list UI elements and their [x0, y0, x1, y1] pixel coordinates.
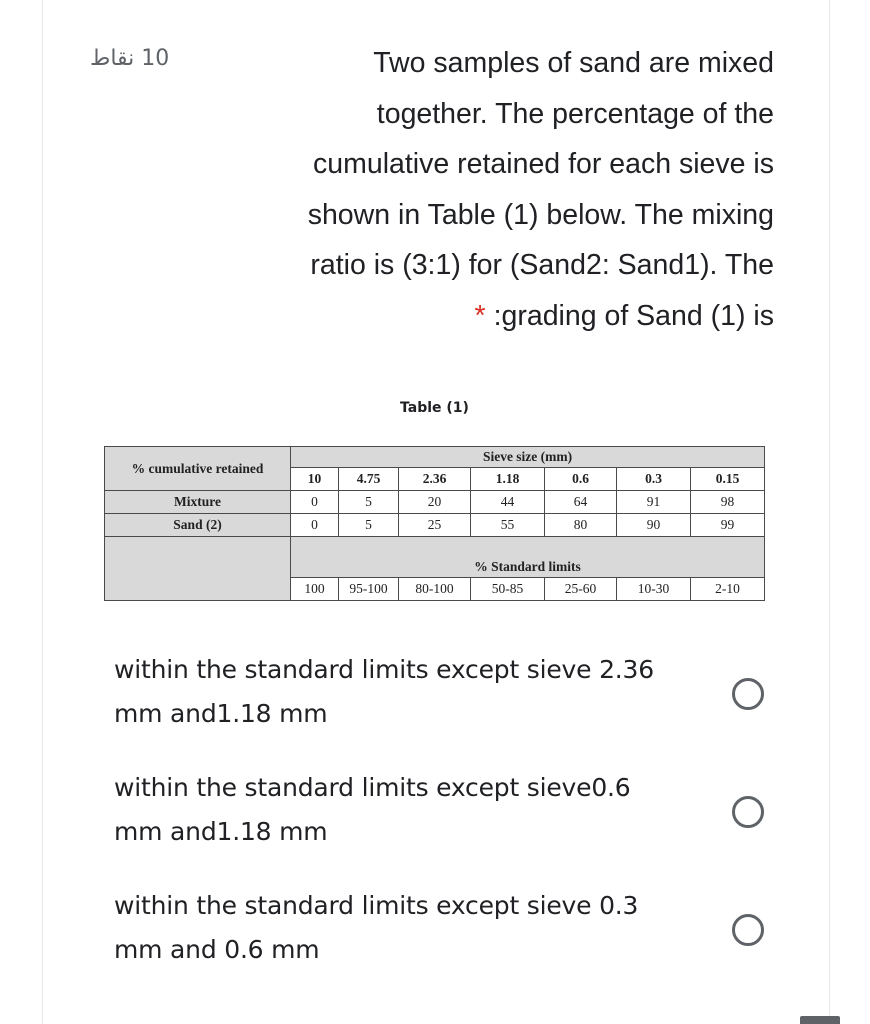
question-line: :grading of Sand (1) is	[493, 299, 774, 332]
standard-limit-cell: 2-10	[691, 578, 765, 601]
table-cell: 80	[545, 514, 617, 537]
option-2-radio[interactable]	[732, 796, 764, 828]
sieve-size-cell: 4.75	[339, 468, 399, 491]
option-1-radio[interactable]	[732, 678, 764, 710]
table-cell: 20	[399, 491, 471, 514]
option-3-radio[interactable]	[732, 914, 764, 946]
option-text-line: within the standard limits except sieve 2.36	[114, 655, 654, 684]
standard-limit-cell: 50-85	[471, 578, 545, 601]
standard-limit-cell: 80-100	[399, 578, 471, 601]
option-text-line: mm and1.18 mm	[114, 817, 328, 846]
question-line-last	[174, 291, 774, 342]
table-cell: 55	[471, 514, 545, 537]
question-line: ratio is (3:1) for (Sand2: Sand1). The	[310, 249, 774, 281]
sieve-table	[104, 446, 765, 601]
table-cell: 5	[339, 491, 399, 514]
row-header: % cumulative retained	[105, 447, 291, 491]
sieve-size-cell: 0.6	[545, 468, 617, 491]
scrollbar-thumb[interactable]	[800, 1016, 840, 1024]
option-text-line: within the standard limits except sieve0.6	[114, 773, 631, 802]
table-cell: 98	[691, 491, 765, 514]
row-label-mixture: Mixture	[105, 491, 291, 514]
option-3-label[interactable]	[114, 884, 704, 972]
table-cell: 91	[617, 491, 691, 514]
sieve-size-header: Sieve size (mm)	[291, 447, 765, 468]
sieve-size-cell: 2.36	[399, 468, 471, 491]
table-cell: 0	[291, 514, 339, 537]
question-line: Two samples of sand are mixed	[373, 47, 774, 79]
standard-limits-header: % Standard limits	[291, 537, 765, 578]
sieve-size-cell: 0.3	[617, 468, 691, 491]
sieve-size-cell: 1.18	[471, 468, 545, 491]
option-1-label[interactable]	[114, 648, 704, 736]
sieve-table-image	[104, 446, 764, 606]
blank-shaded-cell	[105, 537, 291, 601]
row-label-sand2: Sand (2)	[105, 514, 291, 537]
required-asterisk: *	[474, 299, 486, 332]
table-cell: 99	[691, 514, 765, 537]
table-cell: 90	[617, 514, 691, 537]
question-line: shown in Table (1) below. The mixing	[307, 198, 774, 231]
table-cell: 5	[339, 514, 399, 537]
option-text-line: mm and1.18 mm	[114, 699, 328, 728]
question-text	[174, 38, 774, 341]
table-cell: 44	[471, 491, 545, 514]
standard-limit-cell: 10-30	[617, 578, 691, 601]
standard-limit-cell: 100	[291, 578, 339, 601]
option-text-line: within the standard limits except sieve 0.3	[114, 891, 639, 920]
sieve-size-cell: 10	[291, 468, 339, 491]
standard-limit-cell: 95-100	[339, 578, 399, 601]
option-2-label[interactable]	[114, 766, 704, 854]
option-text-line: mm and 0.6 mm	[114, 935, 320, 964]
table-cell: 0	[291, 491, 339, 514]
points-label: 10 نقاط	[90, 46, 170, 71]
table-caption: Table (1)	[400, 400, 469, 416]
question-line: cumulative retained for each sieve is	[313, 148, 774, 180]
standard-limit-cell: 25-60	[545, 578, 617, 601]
sieve-size-cell: 0.15	[691, 468, 765, 491]
question-line: together. The percentage of the	[376, 97, 774, 130]
table-cell: 25	[399, 514, 471, 537]
table-cell: 64	[545, 491, 617, 514]
